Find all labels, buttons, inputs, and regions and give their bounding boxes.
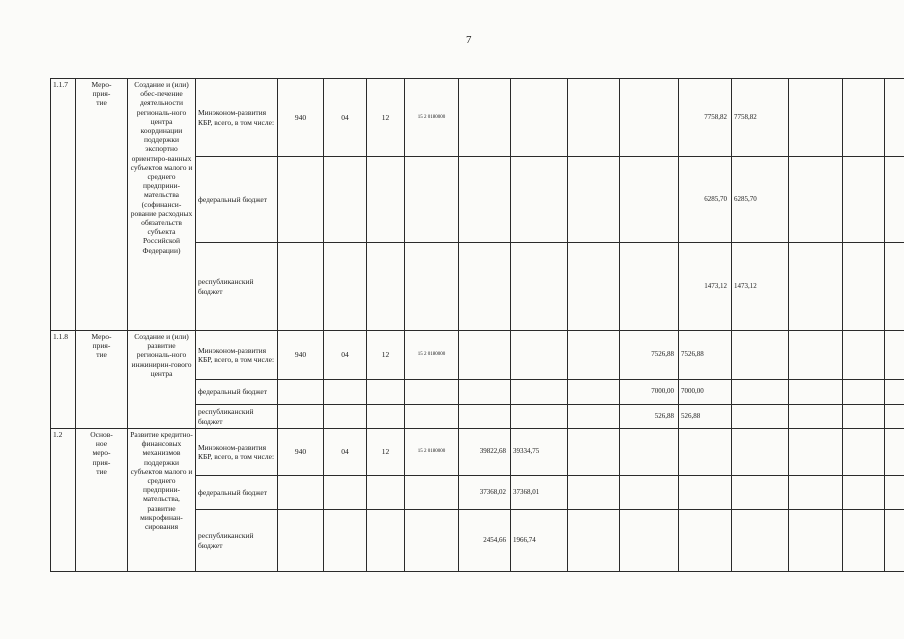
amount-value: 526,88 [679, 405, 732, 429]
row-number: 1.2 [51, 429, 76, 572]
amount-value: 2454,66 [459, 510, 511, 572]
amount-value: 1966,74 [511, 510, 568, 572]
funding-source: Минэконом-развития КБР, всего, в том числе: [196, 331, 278, 380]
csr-code: 15 2 0180000 [405, 331, 459, 380]
funding-source: федеральный бюджет [196, 476, 278, 510]
rz-code: 04 [324, 331, 367, 380]
amount-value: 37368,01 [511, 476, 568, 510]
funding-source: Минэконом-развития КБР, всего, в том числе: [196, 79, 278, 157]
table-row [51, 429, 904, 476]
csr-code: 15 2 0180000 [405, 79, 459, 157]
funding-source: республиканский бюджет [196, 405, 278, 429]
rz-code: 04 [324, 79, 367, 157]
funding-source: республиканский бюджет [196, 510, 278, 572]
amount-value: 7000,00 [620, 380, 679, 405]
amount-value: 1473,12 [679, 243, 732, 331]
rz-code: 04 [324, 429, 367, 476]
amount-value: 6285,70 [732, 157, 789, 243]
table-row [51, 331, 904, 380]
amount-value: 37368,02 [459, 476, 511, 510]
amount-value: 1473,12 [732, 243, 789, 331]
row-type: Меро- прия- тие [76, 79, 128, 331]
amount-value: 526,88 [620, 405, 679, 429]
row-name: Развитие кредитно-финансовых механизмов поддержки субъектов малого и среднего предприни-мательства, развитие микрофинан-сирования [128, 429, 196, 572]
csr-code: 15 2 0180000 [405, 429, 459, 476]
row-type: Основ- ное меро- прия- тие [76, 429, 128, 572]
amount-value: 6285,70 [679, 157, 732, 243]
pr-code: 12 [367, 429, 405, 476]
amount-value: 39334,75 [511, 429, 568, 476]
grbs-code: 940 [278, 79, 324, 157]
amount-value: 7526,88 [620, 331, 679, 380]
row-name: Создание и (или) развитие региональ-ного инжинирин-гового центра [128, 331, 196, 429]
amount-value: 7526,88 [679, 331, 732, 380]
amount-value: 7758,82 [732, 79, 789, 157]
grbs-code: 940 [278, 429, 324, 476]
amount-value: 7758,82 [679, 79, 732, 157]
row-number: 1.1.7 [51, 79, 76, 331]
pr-code: 12 [367, 79, 405, 157]
pr-code: 12 [367, 331, 405, 380]
amount-value: 7000,00 [679, 380, 732, 405]
page-number: 7 [466, 34, 472, 46]
row-type: Меро- прия- тие [76, 331, 128, 429]
budget-table [50, 78, 904, 572]
row-number: 1.1.8 [51, 331, 76, 429]
grbs-code: 940 [278, 331, 324, 380]
amount-value: 39822,68 [459, 429, 511, 476]
funding-source: республиканский бюджет [196, 243, 278, 331]
funding-source: федеральный бюджет [196, 380, 278, 405]
funding-source: федеральный бюджет [196, 157, 278, 243]
budget-table-wrapper [50, 78, 904, 572]
row-name: Создание и (или) обес-печение деятельности региональ-ного центра координации поддержки экспортно ориентиро-ванных субъектов малого и среднего предприни-мательства (софинанси-рование расходных обязательств субъекта Российской Федерации) [128, 79, 196, 331]
table-row [51, 79, 904, 157]
funding-source: Минэконом-развития КБР, всего, в том числе: [196, 429, 278, 476]
